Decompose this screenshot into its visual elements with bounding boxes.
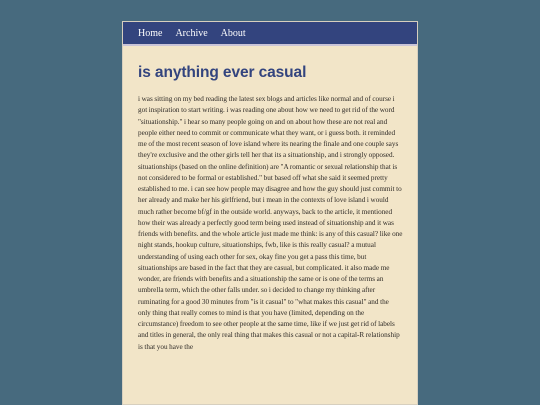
nav-link-archive[interactable]: Archive [175, 27, 208, 39]
post-title[interactable]: is anything ever casual [138, 64, 307, 81]
nav-link-home[interactable]: Home [138, 27, 163, 39]
post-content [123, 46, 417, 353]
top-navigation-bar [123, 22, 417, 46]
blog-page [122, 21, 418, 405]
nav-link-about[interactable]: About [220, 27, 246, 39]
post-body-text: i was sitting on my bed reading the latest sex blogs and articles like normal and of course i got inspiration to start writing. i was reading one about how we need to get rid of the word "situationship." i hear so many people going on and on about how these are not real and people either need to commit or communicate what they want, or i guess both. it reminded me of the most recent season of love island where its nearing the finale and one couple says they're exclusive and the other girls tell her that its a situationship, and i strongly opposed. situationships (based on the online definition) are "A romantic or sexual relationship that is not considered to be formal or established." but based off what she said it seemed pretty established to me. i can see how people may disagree and how the guy should just commit to her already and make her his girlfriend, but i mean in the contexts of love island i would much rather become bf/gf in the outside world. anyways, back to the article, it mentioned how their was already a perfectly good term being used instead of situationship and it was friends with benefits. and the whole article just made me think: is any of this casual? like one night stands, hookup culture, situationships, fwb, like is this really casual? a mutual understanding of using each other for sex, okay fine you get a pass this time, but situationships are based in the fact that they are casual, but complicated. it also made me wonder, are friends with benefits and a situationship the same or is one of the terms an umbrella term, which the other falls under. so i decided to change my thinking after ruminating for a good 30 minutes from "is it casual" to "what makes this casual" and the only thing that really comes to mind is that you have (limited, depending on the circumstance) freedom to see other people at the same time, like if we just get rid of labels and titles in general, the only real thing that makes this casual or not a capital-R relationship is that you have the [138, 95, 403, 351]
